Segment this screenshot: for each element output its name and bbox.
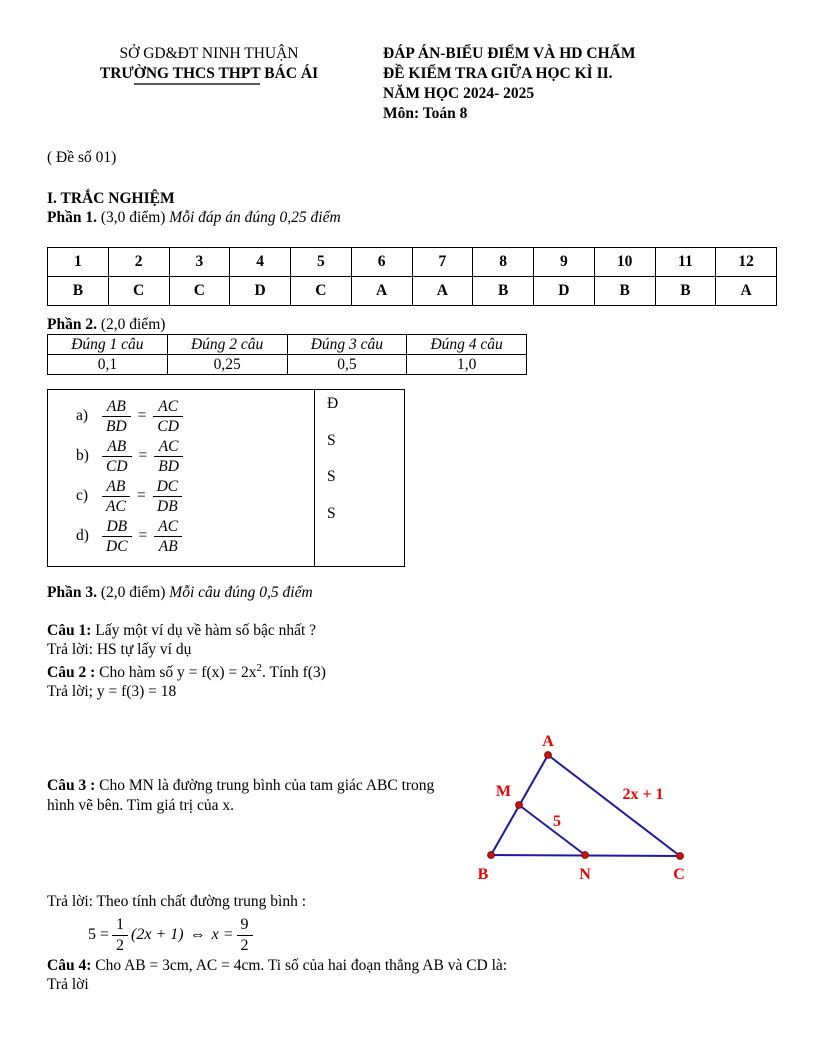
school-name-part1: TRƯ [99, 65, 134, 82]
doc-title-line1: ĐÁP ÁN-BIỂU ĐIỂM VÀ HD CHẤM [383, 45, 636, 62]
exam-code: ( Đề số 01) [47, 149, 117, 166]
question-number: 3 [169, 248, 230, 277]
fraction-denominator: BD [106, 418, 127, 435]
fraction [237, 916, 253, 954]
score-value: 0,5 [287, 355, 407, 375]
statement-label: a) [76, 407, 89, 424]
question-4-answer: Trả lời [47, 976, 89, 994]
document-header [47, 44, 775, 124]
question-3-label: Câu 3 : [47, 777, 96, 795]
fraction-numerator: AB [102, 438, 132, 458]
verdict-a: Đ [327, 395, 339, 412]
fraction-denominator: DC [106, 538, 128, 555]
question-2-label: Câu 2 : [47, 664, 96, 682]
table-row [48, 355, 527, 375]
section1-title: I. TRẮC NGHIỆM [47, 190, 175, 207]
statement-label: d) [76, 527, 89, 544]
vertex-m-label: M [495, 783, 511, 801]
school-name [63, 64, 355, 84]
question-2-answer: Trả lời; y = f(3) = 18 [47, 683, 177, 701]
fraction [102, 398, 131, 435]
point-m [516, 802, 523, 809]
answer-letter: B [594, 277, 655, 306]
equation-lhs: 5 = [88, 926, 110, 944]
fraction [102, 438, 132, 475]
vertex-n-label: N [579, 866, 591, 884]
fraction [102, 518, 132, 555]
point-a [545, 752, 552, 759]
question-2-text-after: . Tính f(3) [262, 664, 326, 682]
question-number: 9 [534, 248, 595, 277]
answer-letter: D [230, 277, 291, 306]
school-name-part2-underlined: ỜNG THCS THPT [134, 65, 261, 85]
question-1-answer: Trả lời: HS tự lấy ví dụ [47, 641, 192, 658]
question-3-block [47, 712, 775, 892]
question-4-text: Cho AB = 3cm, AC = 4cm. Ti số của hai đoạn thẳng AB và CD là: [91, 957, 508, 975]
verdict-c: S [327, 468, 336, 485]
exponent: 2 [256, 662, 263, 674]
question-number: 2 [108, 248, 169, 277]
fraction-denominator: AC [106, 498, 126, 515]
statement-label: c) [76, 487, 89, 504]
triangle-figure [453, 712, 775, 887]
score-header: Đúng 3 câu [287, 335, 407, 355]
department-name: SỞ GD&ĐT NINH THUẬN [119, 45, 299, 62]
side-ac-length-label: 2x + 1 [622, 786, 664, 804]
table-row [48, 277, 777, 306]
midsegment-mn [519, 805, 585, 855]
statement-d [76, 516, 314, 556]
answer-letter: D [534, 277, 595, 306]
question-1 [47, 621, 775, 640]
statement-b [76, 436, 314, 476]
part3-points: (2,0 điểm) [96, 584, 170, 601]
equation-rhs: x = [211, 926, 234, 944]
statements-table [47, 389, 405, 567]
question-3-text: Cho MN là đường trung bình của tam giác ABC trong hình vẽ bên. Tìm giá trị của x. [47, 777, 435, 815]
question-number: 12 [716, 248, 777, 277]
fraction-denominator: CD [157, 418, 179, 435]
statement-a [76, 396, 314, 436]
fraction [112, 916, 128, 954]
multiple-choice-answer-table [47, 247, 777, 306]
answer-letter: B [655, 277, 716, 306]
verdict-b: S [327, 431, 336, 449]
question-number: 11 [655, 248, 716, 277]
question-number: 4 [230, 248, 291, 277]
question-number: 8 [473, 248, 534, 277]
answer-letter: C [108, 277, 169, 306]
iff-symbol: ⇔ [189, 926, 206, 944]
fraction-numerator: 9 [237, 916, 253, 936]
part3-label: Phần 3. [47, 584, 97, 601]
verdict-d: S [327, 504, 336, 522]
part2-heading [47, 316, 775, 334]
table-row [48, 248, 777, 277]
doc-title-line2: ĐỀ KIỂM TRA GIỮA HỌC KÌ II. [383, 65, 613, 82]
part1-label: Phần 1. [47, 209, 97, 226]
question-3 [47, 712, 453, 892]
doc-title-line3: NĂM HỌC 2024- 2025 [383, 85, 535, 102]
table-row [48, 390, 405, 567]
answer-letter: B [473, 277, 534, 306]
header-title-block [383, 44, 635, 124]
question-1-label: Câu 1: [47, 622, 92, 639]
score-header: Đúng 1 câu [48, 335, 168, 355]
fraction-denominator: CD [106, 458, 128, 475]
fraction-numerator: AC [154, 438, 183, 458]
part2-label: Phần 2. [47, 316, 97, 333]
fraction-denominator: 2 [116, 937, 125, 955]
score-header: Đúng 2 câu [167, 335, 287, 355]
fraction [154, 518, 182, 555]
doc-subject: Môn: Toán 8 [383, 105, 468, 122]
question-1-text: Lấy một ví dụ về hàm số bậc nhất ? [91, 622, 317, 639]
fraction-denominator: 2 [240, 937, 249, 955]
question-2-text-before: Cho hàm số y = f(x) = 2x [95, 664, 257, 682]
score-value: 1,0 [407, 355, 527, 375]
vertex-b-label: B [477, 866, 489, 884]
statement-c [76, 476, 314, 516]
equals-sign: = [138, 527, 148, 544]
question-3-answer-intro: Trả lời: Theo tính chất đường trung bình : [47, 893, 307, 911]
fraction-numerator: DC [153, 478, 183, 498]
fraction-denominator: BD [158, 458, 179, 475]
table-row [48, 335, 527, 355]
point-b [488, 852, 495, 859]
fraction-numerator: AC [153, 398, 183, 418]
answer-letter: C [169, 277, 230, 306]
answer-letter: A [716, 277, 777, 306]
fraction [153, 398, 183, 435]
fraction [154, 438, 183, 475]
score-header: Đúng 4 câu [407, 335, 527, 355]
equation-mid: (2x + 1) [131, 926, 184, 944]
question-2 [47, 659, 775, 682]
equals-sign: = [137, 407, 147, 424]
fraction-numerator: DB [102, 518, 132, 538]
answer-letter: B [48, 277, 109, 306]
point-n [582, 852, 589, 859]
question-3-equation [85, 916, 775, 954]
equals-sign: = [138, 447, 148, 464]
header-school-block [63, 44, 355, 84]
point-c [677, 853, 684, 860]
segment-mn-length-label: 5 [553, 813, 561, 831]
answer-letter: C [291, 277, 352, 306]
fraction-numerator: AB [102, 398, 131, 418]
question-4 [47, 956, 775, 975]
fraction-numerator: AC [154, 518, 182, 538]
vertex-a-label: A [542, 733, 554, 751]
part2-score-table [47, 334, 527, 375]
fraction [102, 478, 130, 515]
fraction [153, 478, 183, 515]
question-number: 5 [291, 248, 352, 277]
answer-letter: A [351, 277, 412, 306]
part3-note: Mỗi câu đúng 0,5 điểm [169, 584, 313, 601]
fraction-numerator: AB [102, 478, 130, 498]
part1-note: Mỗi đáp án đúng 0,25 điểm [169, 209, 341, 226]
part1-heading [47, 208, 775, 227]
part3-heading [47, 583, 775, 602]
statements-cell [48, 390, 315, 567]
answer-letter: A [412, 277, 473, 306]
fraction-numerator: 1 [112, 916, 128, 936]
question-number: 7 [412, 248, 473, 277]
vertex-c-label: C [673, 866, 685, 884]
statement-label: b) [76, 447, 89, 464]
verdicts-cell [315, 390, 405, 567]
spacer [47, 602, 775, 621]
question-4-label: Câu 4: [47, 957, 92, 975]
equals-sign: = [136, 487, 146, 504]
score-value: 0,25 [167, 355, 287, 375]
triangle-diagram [453, 712, 775, 892]
part2-points: (2,0 điểm) [96, 316, 166, 333]
fraction-denominator: AB [158, 538, 178, 555]
question-number: 6 [351, 248, 412, 277]
fraction-denominator: DB [157, 498, 178, 515]
part1-points: (3,0 điểm) [96, 209, 170, 226]
score-value: 0,1 [48, 355, 168, 375]
school-name-part3: BÁC ÁI [260, 65, 319, 82]
question-number: 10 [594, 248, 655, 277]
question-number: 1 [48, 248, 109, 277]
